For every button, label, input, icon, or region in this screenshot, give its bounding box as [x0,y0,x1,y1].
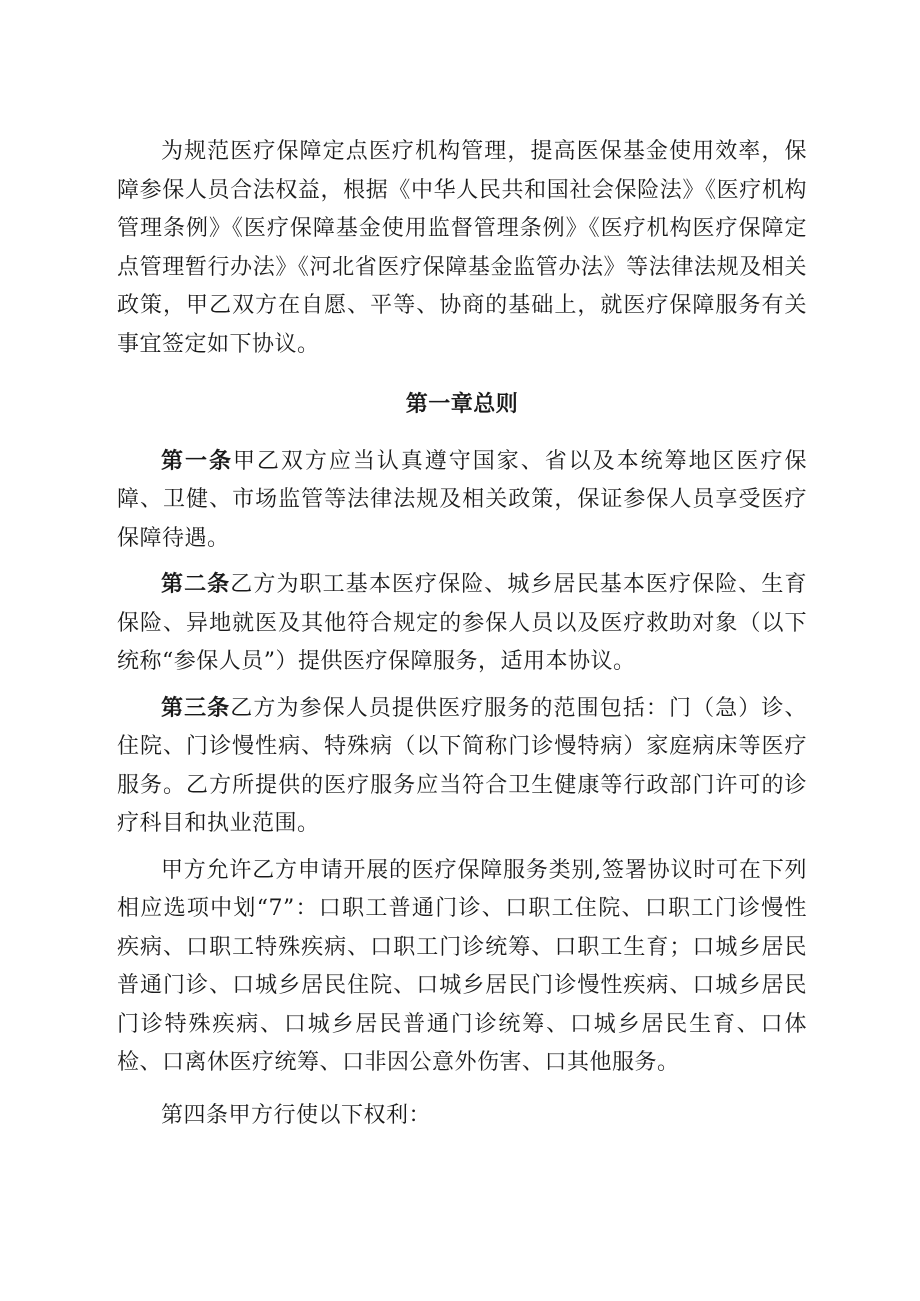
article-2-label: 第二条 [161,572,231,597]
service-options-paragraph: 甲方允许乙方申请开展的医疗保障服务类别,签署协议时可在下列相应选项中划“7”：口职工普通门诊、口职工住院、口职工门诊慢性疾病、口职工特殊疾病、口职工门诊统筹、口职工生育；口城乡居民普通门诊、口城乡居民住院、口城乡居民门诊慢性疾病、口城乡居民门诊特殊疾病、口城乡居民普通门诊统筹、口城乡居民生育、口体检、口离休医疗统筹、口非因公意外伤害、口其他服务。 [117,857,807,1075]
article-2 [117,566,807,682]
article-3-text: 乙方为参保人员提供医疗服务的范围包括：门（急）诊、住院、门诊慢性病、特殊病（以下简称门诊慢特病）家庭病床等医疗服务。乙方所提供的医疗服务应当符合卫生健康等行政部门许可的诊疗科目和执业范围。 [117,695,807,836]
chapter-title: 第一章总则 [405,392,519,417]
article-3-label: 第三条 [161,695,231,721]
document-body [117,133,807,1135]
article-4: 第四条甲方行使以下权利： [161,1102,432,1128]
article-1-text: 甲乙双方应当认真遵守国家、省以及本统筹地区医疗保障、卫健、市场监管等法律法规及相关政策，保证参保人员享受医疗保障待遇。 [117,448,807,551]
article-1 [117,443,807,559]
article-3 [117,690,807,844]
article-2-text: 乙方为职工基本医疗保险、城乡居民基本医疗保险、生育保险、异地就医及其他符合规定的参保人员以及医疗救助对象（以下统称“参保人员”）提供医疗保障服务，适用本协议。 [117,572,807,674]
intro-paragraph: 为规范医疗保障定点医疗机构管理，提高医保基金使用效率，保障参保人员合法权益，根据《中华人民共和国社会保险法》《医疗机构管理条例》《医疗保障基金使用监督管理条例》《医疗机构医疗保障定点管理暂行办法》《河北省医疗保障基金监管办法》等法律法规及相关政策，甲乙双方在自愿、平等、协商的基础上，就医疗保障服务有关事宜签定如下协议。 [117,139,807,357]
article-1-label: 第一条 [161,448,233,474]
